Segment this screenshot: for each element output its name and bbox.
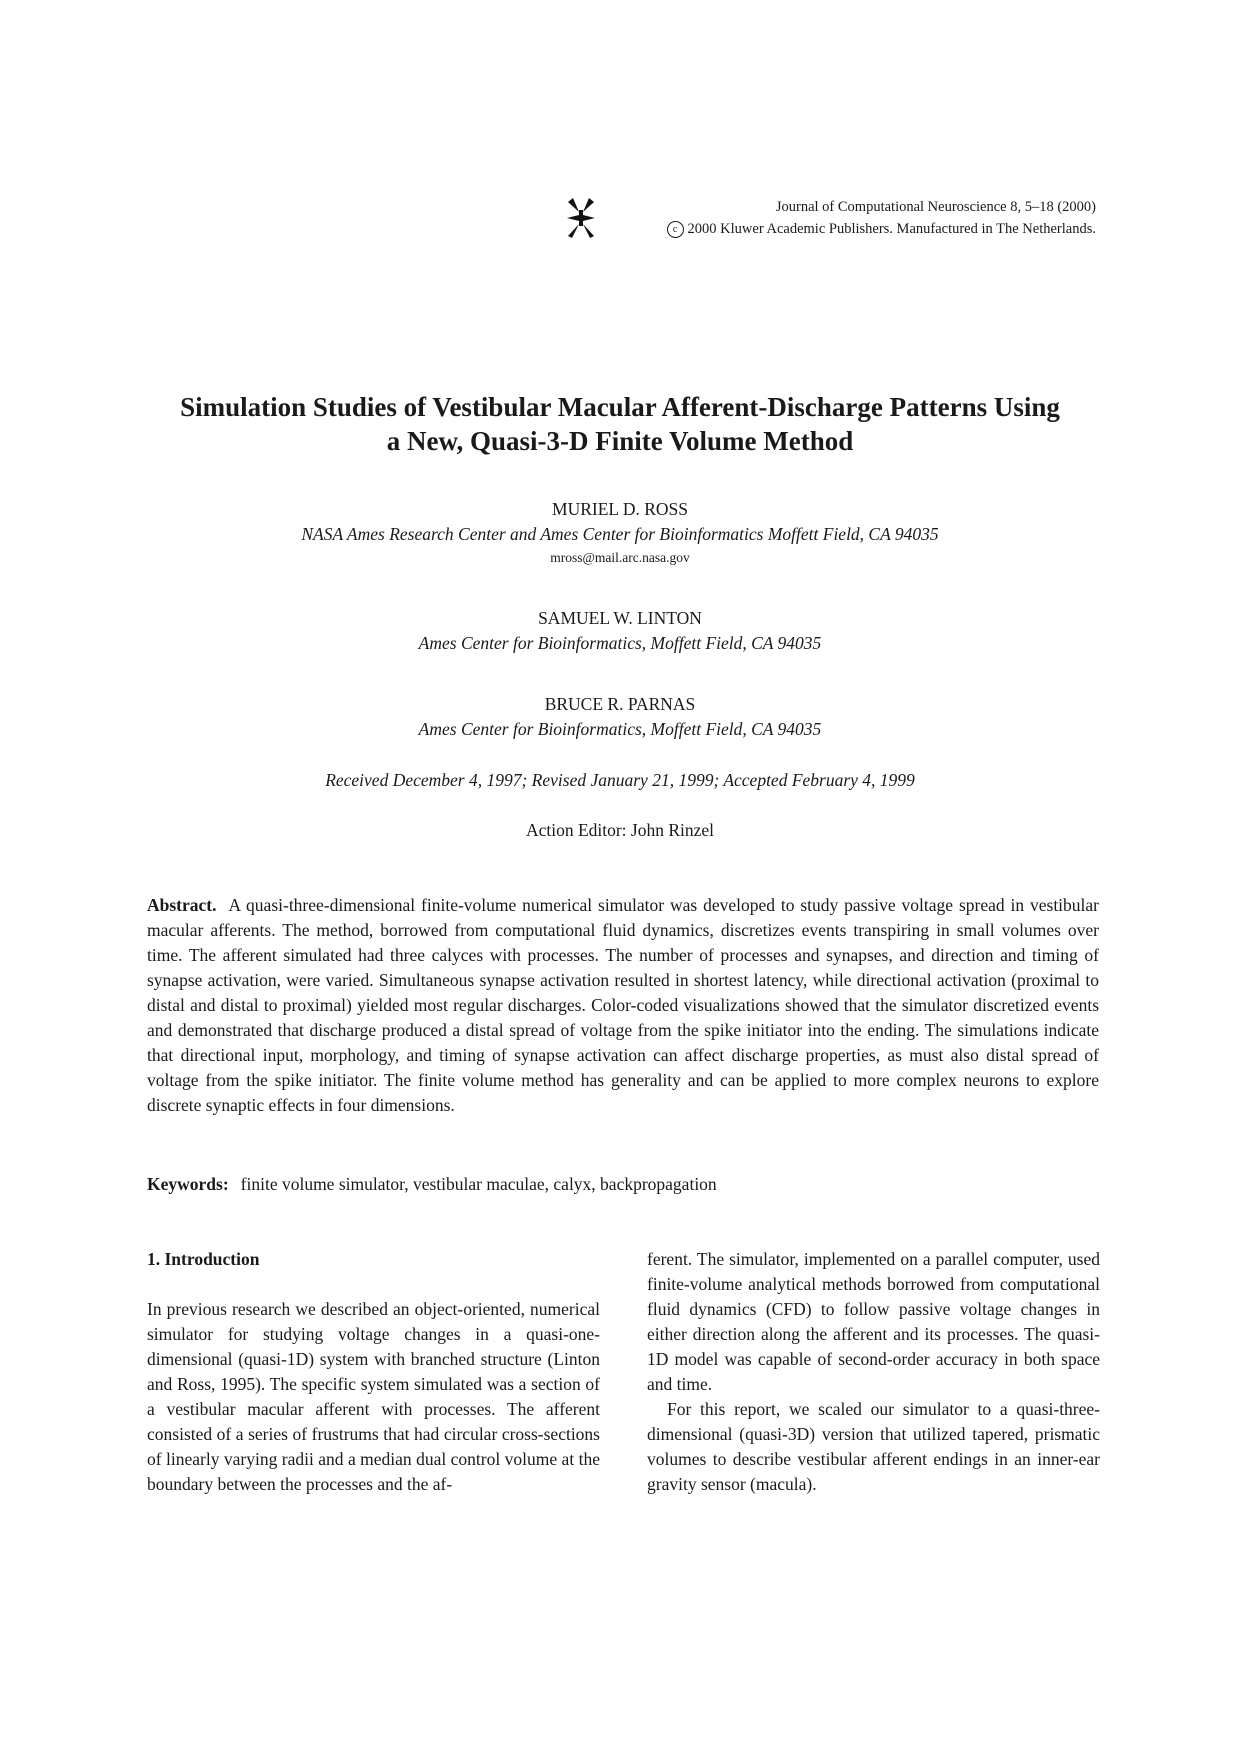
paragraph: In previous research we described an object-oriented, numerical simulator for studying voltage changes in a quasi-one-dimensional (quasi-1D) system with branched structure (Linton and Ross, 1995). The specific system simulated was a section of a vestibular macular afferent with processes. The afferent consisted of a series of frustrums that had circular cross-sections of linearly varying radii and a median dual control volume at the boundary between the processes and the af-: [147, 1299, 600, 1494]
keywords: [147, 1172, 1099, 1197]
copyright-symbol: c: [667, 221, 684, 238]
title-line-2: a New, Quasi-3-D Finite Volume Method: [386, 426, 854, 456]
paragraph: ferent. The simulator, implemented on a parallel computer, used finite-volume analytical methods borrowed from computational fluid dynamics (CFD) to follow passive voltage changes in either direction along the afferent and its processes. The quasi-1D model was capable of second-order accuracy in both space and time.: [647, 1249, 1100, 1394]
kluwer-logo-icon: [566, 196, 596, 240]
abstract: [147, 893, 1099, 1118]
author-name: MURIEL D. ROSS: [552, 499, 688, 519]
author-block-3: [140, 692, 1100, 742]
author-name: SAMUEL W. LINTON: [538, 608, 702, 628]
copyright-text: 2000 Kluwer Academic Publishers. Manufactured in The Netherlands.: [687, 221, 1096, 237]
journal-header: [566, 196, 1096, 240]
submission-dates: Received December 4, 1997; Revised January 21, 1999; Accepted February 4, 1999: [325, 770, 915, 790]
action-editor: Action Editor: John Rinzel: [525, 820, 715, 840]
copyright-notice: [667, 218, 1096, 240]
author-name: BRUCE R. PARNAS: [544, 694, 696, 714]
column-right: [647, 1247, 1100, 1497]
header-lines: [667, 196, 1096, 240]
author-block-2: [140, 606, 1100, 656]
author-affiliation: NASA Ames Research Center and Ames Center for Bioinformatics Moffett Field, CA 94035: [301, 524, 939, 544]
abstract-text: A quasi-three-dimensional finite-volume numerical simulator was developed to study passive voltage spread in vestibular macular afferents. The method, borrowed from computational fluid dynamics, discretizes events transpiring in small volumes over time. The afferent simulated had three calyces with processes. The number of processes and synapses, and direction and timing of synapse activation, were varied. Simultaneous synapse activation resulted in shortest latency, while directional activation (proximal to distal and distal to proximal) yielded most regular discharges. Color-coded visualizations showed that the simulator discretized events and demonstrated that discharge produced a distal spread of voltage from the spike initiator into the ending. The simulations indicate that directional input, morphology, and timing of synapse activation can affect discharge properties, as must also distal spread of voltage from the spike initiator. The finite volume method has generality and can be applied to more complex neurons to explore discrete synaptic effects in four dimensions.: [147, 895, 1099, 1115]
paper-title: [140, 390, 1100, 458]
journal-citation: Journal of Computational Neuroscience 8, 5–18 (2000): [775, 199, 1096, 215]
author-email[interactable]: mross@mail.arc.nasa.gov: [550, 550, 690, 565]
keywords-label: Keywords:: [147, 1174, 229, 1194]
abstract-label: Abstract.: [147, 895, 217, 915]
paragraph: For this report, we scaled our simulator to a quasi-three-dimensional (quasi-3D) version that utilized tapered, prismatic volumes to describe vestibular afferent endings in an inner-ear gravity sensor (macula).: [647, 1399, 1100, 1494]
section-heading-introduction: 1. Introduction: [147, 1249, 260, 1269]
author-block-1: [140, 497, 1100, 569]
keywords-text: finite volume simulator, vestibular maculae, calyx, backpropagation: [240, 1174, 717, 1194]
title-line-1: Simulation Studies of Vestibular Macular Afferent-Discharge Patterns Using: [180, 392, 1060, 422]
author-affiliation: Ames Center for Bioinformatics, Moffett Field, CA 94035: [418, 719, 822, 739]
author-affiliation: Ames Center for Bioinformatics, Moffett Field, CA 94035: [418, 633, 822, 653]
column-left: [147, 1247, 600, 1497]
